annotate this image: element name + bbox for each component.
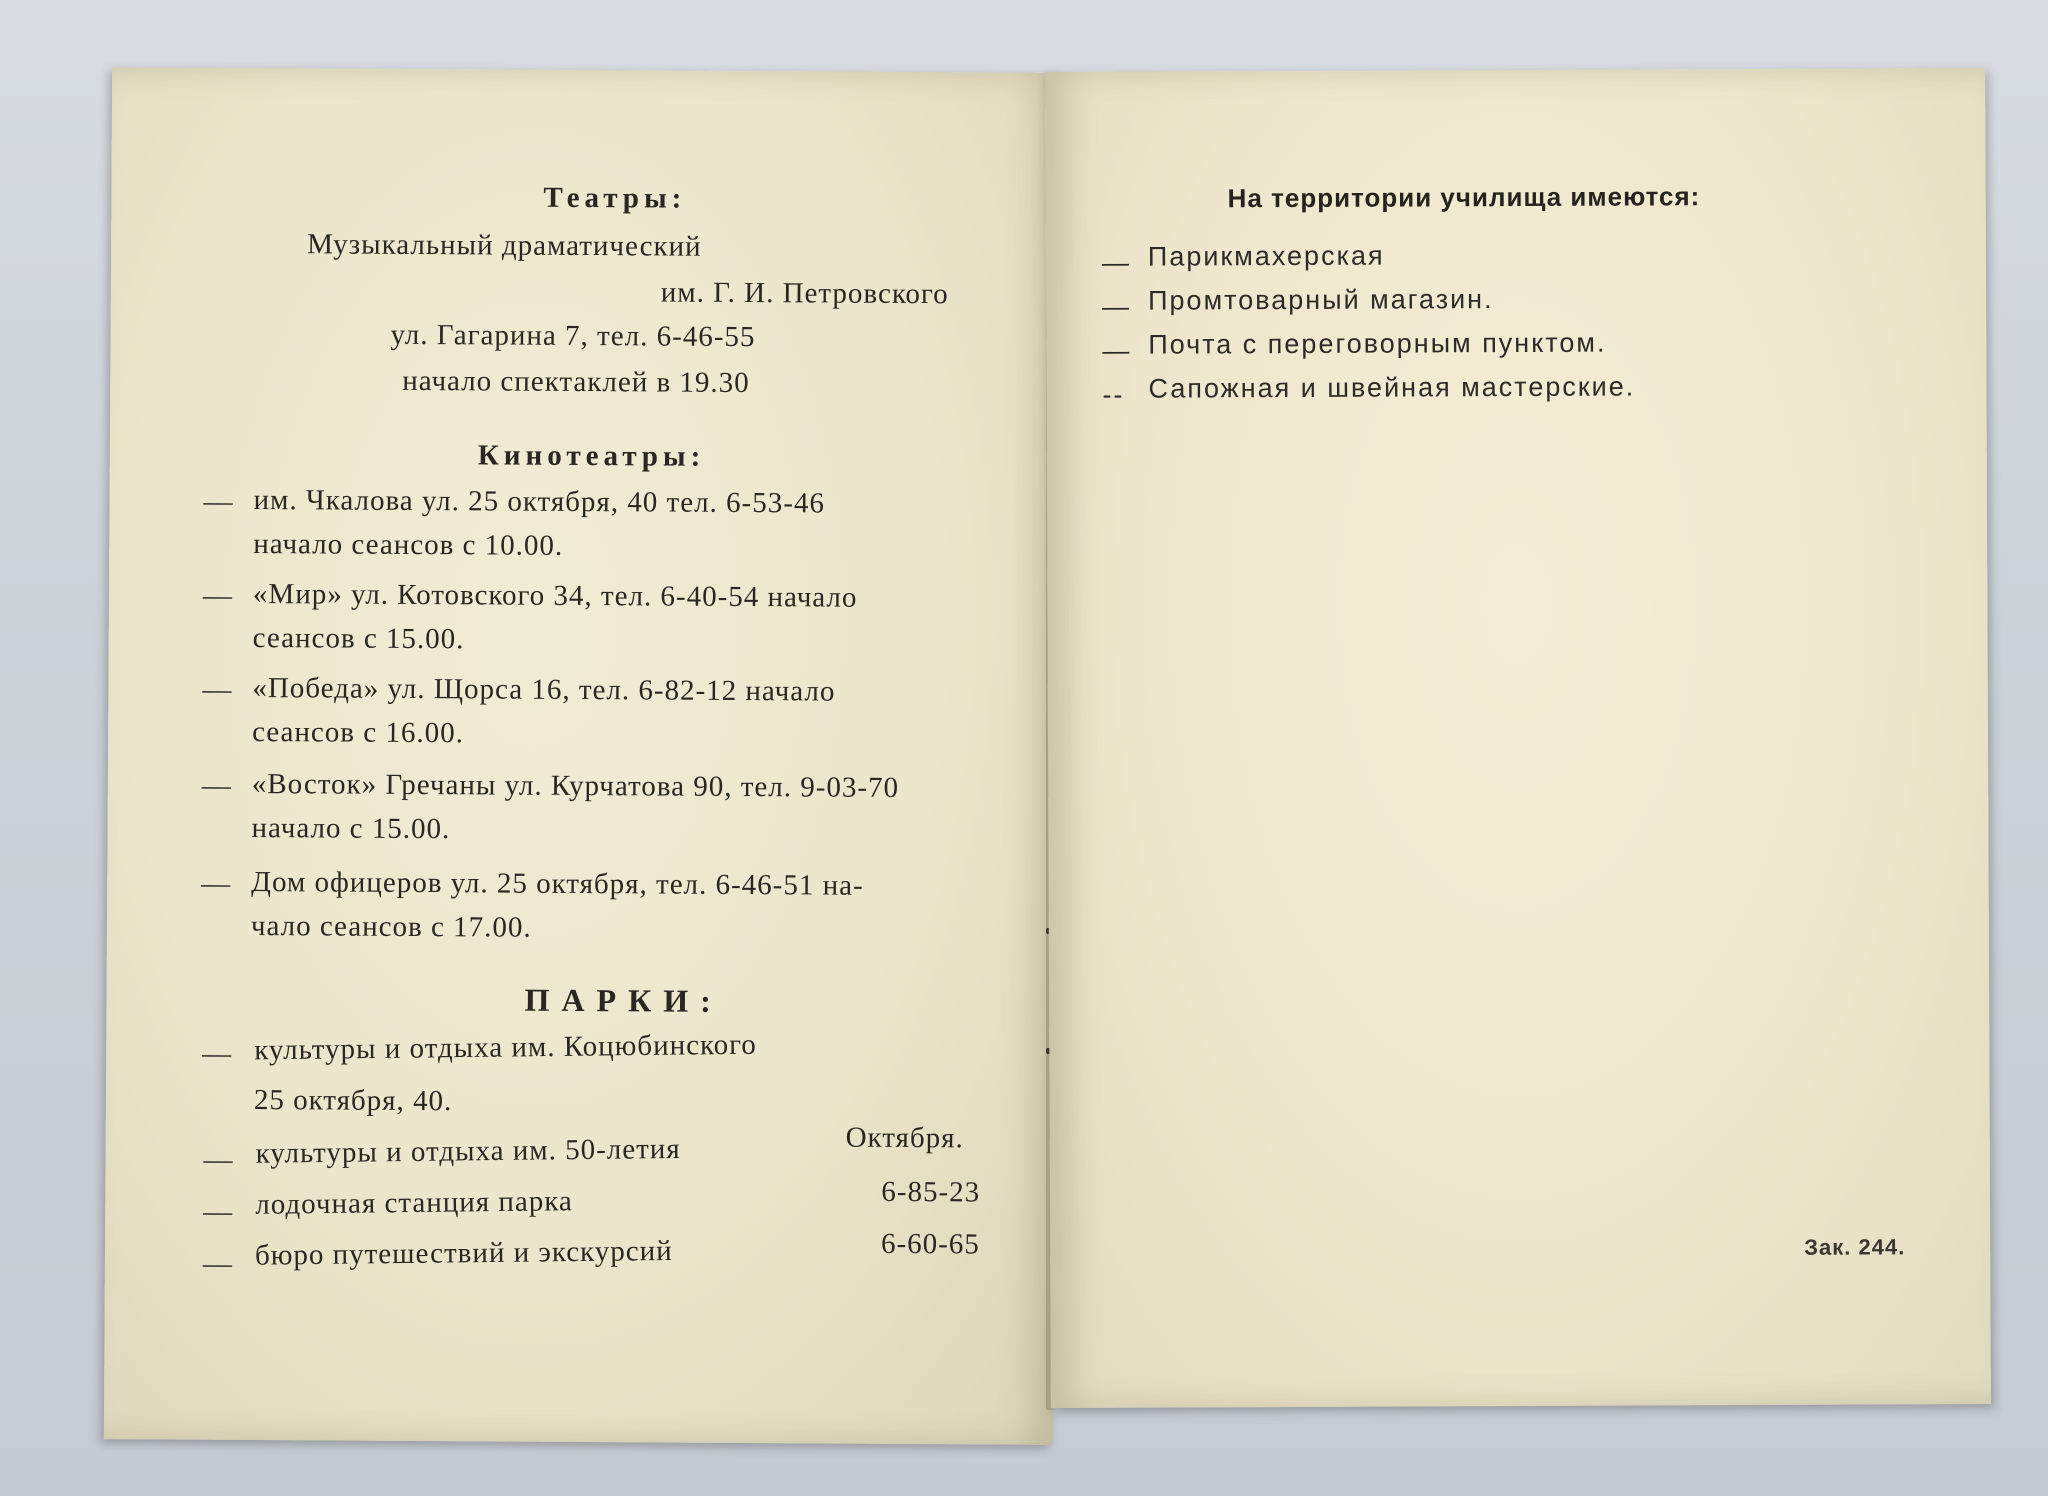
list-dash: —	[202, 1037, 232, 1070]
list-dash: —	[202, 579, 233, 612]
cinema-item-line1: «Победа» ул. Щорса 16, тел. 6-82-12 начало	[252, 671, 836, 708]
cinema-item-line2: сеансов с 16.00.	[252, 715, 465, 750]
cinema-item-line2: чало сеансов с 17.00.	[250, 909, 532, 944]
cinema-item-line1: Дом офицеров ул. 25 октября, тел. 6-46-51 на-	[251, 865, 864, 902]
cinema-item-line1: им. Чкалова ул. 25 октября, 40 тел. 6-53-46	[253, 483, 826, 520]
theatre-start-time: начало спектаклей в 19.30	[402, 364, 750, 400]
park-item-text: лодочная станция парка	[255, 1185, 573, 1221]
list-dash: —	[1102, 335, 1132, 366]
facility-item: Сапожная и швейная мастерские.	[1148, 371, 1636, 404]
list-dash: —	[1102, 291, 1132, 322]
cinema-item-line1: «Восток» Гречаны ул. Курчатова 90, тел. 9-03-70	[251, 767, 900, 804]
park-item-line2: 25 октября, 40.	[253, 1084, 453, 1118]
list-dash: —	[203, 485, 233, 518]
list-dash: --	[1102, 379, 1125, 410]
list-dash: —	[203, 1195, 233, 1228]
park-item-phone: 6-85-23	[881, 1175, 981, 1209]
theatre-name-line2: им. Г. И. Петровского	[660, 276, 949, 311]
theatres-heading: Театры:	[543, 181, 687, 215]
park-item-phone: 6-60-65	[880, 1227, 980, 1261]
order-number: Зак. 244.	[1804, 1234, 1906, 1260]
cinema-item-line2: начало сеансов с 10.00.	[253, 527, 564, 562]
facility-item: Парикмахерская	[1147, 240, 1385, 272]
park-item-text: бюро путешествий и экскурсий	[254, 1234, 673, 1272]
cinema-item-line2: сеансов с 15.00.	[252, 621, 465, 656]
parks-heading: ПАРКИ:	[524, 981, 723, 1019]
park-item-right: Октября.	[845, 1121, 964, 1155]
facilities-heading: На территории училища имеются:	[1227, 181, 1701, 214]
theatre-address: ул. Гагарина 7, тел. 6-46-55	[390, 318, 756, 354]
park-item-text: культуры и отдыха им. 50-летия	[255, 1132, 681, 1170]
cinema-item-line2: начало с 15.00.	[251, 811, 451, 846]
facility-item: Почта с переговорным пунктом.	[1148, 327, 1607, 360]
list-dash: —	[201, 867, 231, 900]
left-page	[104, 67, 1060, 1445]
facility-item: Промтоварный магазин.	[1148, 284, 1494, 316]
park-item-line1: культуры и отдыха им. Коцюбинского	[254, 1028, 757, 1067]
list-dash: —	[202, 1247, 232, 1280]
cinema-item-line1: «Мир» ул. Котовского 34, тел. 6-40-54 начало	[252, 577, 858, 614]
list-dash: —	[201, 769, 231, 802]
right-page	[1045, 68, 1991, 1408]
theatre-name-line1: Музыкальный драматический	[307, 228, 702, 263]
list-dash: —	[202, 673, 232, 706]
list-dash: —	[203, 1143, 233, 1176]
list-dash: —	[1101, 247, 1131, 278]
cinemas-heading: Кинотеатры:	[477, 439, 706, 473]
